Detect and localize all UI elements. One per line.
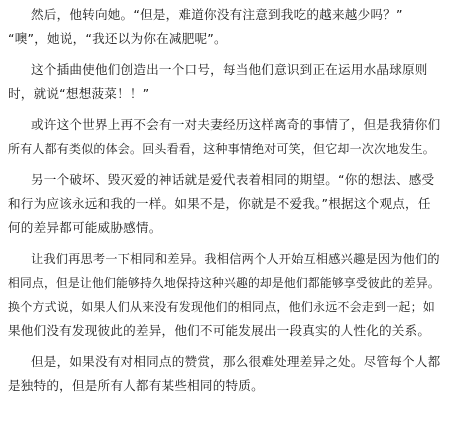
text-line: 换个方式说，如果人们从来没有发现他们的相同点，他们永远不会走到一起；如: [8, 300, 436, 314]
text-line: 相同点，但是让他们能够持久地保持这种兴趣的却是他们都能够享受彼此的差异。: [8, 276, 440, 290]
text-line: 但是，如果没有对相同点的赞赏，那么很难处理差异之处。尽管每个人都: [31, 354, 441, 369]
paragraph-3: [8, 113, 441, 161]
text-line: 另一个破坏、毁灭爱的神话就是爱代表着相同的期望。“你的想法、感受: [31, 172, 435, 187]
paragraph-6: [8, 350, 441, 398]
text-line: 和行为应该永远和我的一样。如果不是，你就是不爱我。”根据这个观点，任: [8, 196, 431, 211]
text-line: 或许这个世界上再不会有一对夫妻经历这样离奇的事情了，但是我猜你们: [31, 117, 441, 132]
text-line: 让我们再思考一下相同和差异。我相信两个人开始互相感兴趣是因为他们的: [31, 252, 440, 266]
text-line: 所有人都有类似的体会。回头看看，这种事情绝对可笑，但它却一次次地发生。: [8, 142, 436, 156]
text-line: “噢”，她说，“我还以为你在减肥呢”。: [8, 31, 227, 46]
paragraph-4: [8, 168, 441, 240]
text-line: 时，就说“想想菠菜！！”: [8, 86, 150, 101]
paragraph-1: [8, 3, 441, 51]
text-line: 何的差异都可能威胁感情。: [8, 220, 162, 235]
text-line: 这个插曲使他们创造出一个口号，每当他们意识到正在运用水晶球原则: [31, 62, 428, 77]
paragraph-5: [8, 247, 441, 343]
text-line: 然后，他转向她。“但是，难道你没有注意到我吃的越来越少吗？”: [31, 7, 403, 22]
text-line: 果他们没有发现彼此的差异，他们不可能发展出一段真实的人性化的关系。: [8, 323, 431, 338]
text-line: 是独特的，但是所有人都有某些相同的特质。: [8, 378, 264, 393]
paragraph-2: [8, 58, 441, 106]
